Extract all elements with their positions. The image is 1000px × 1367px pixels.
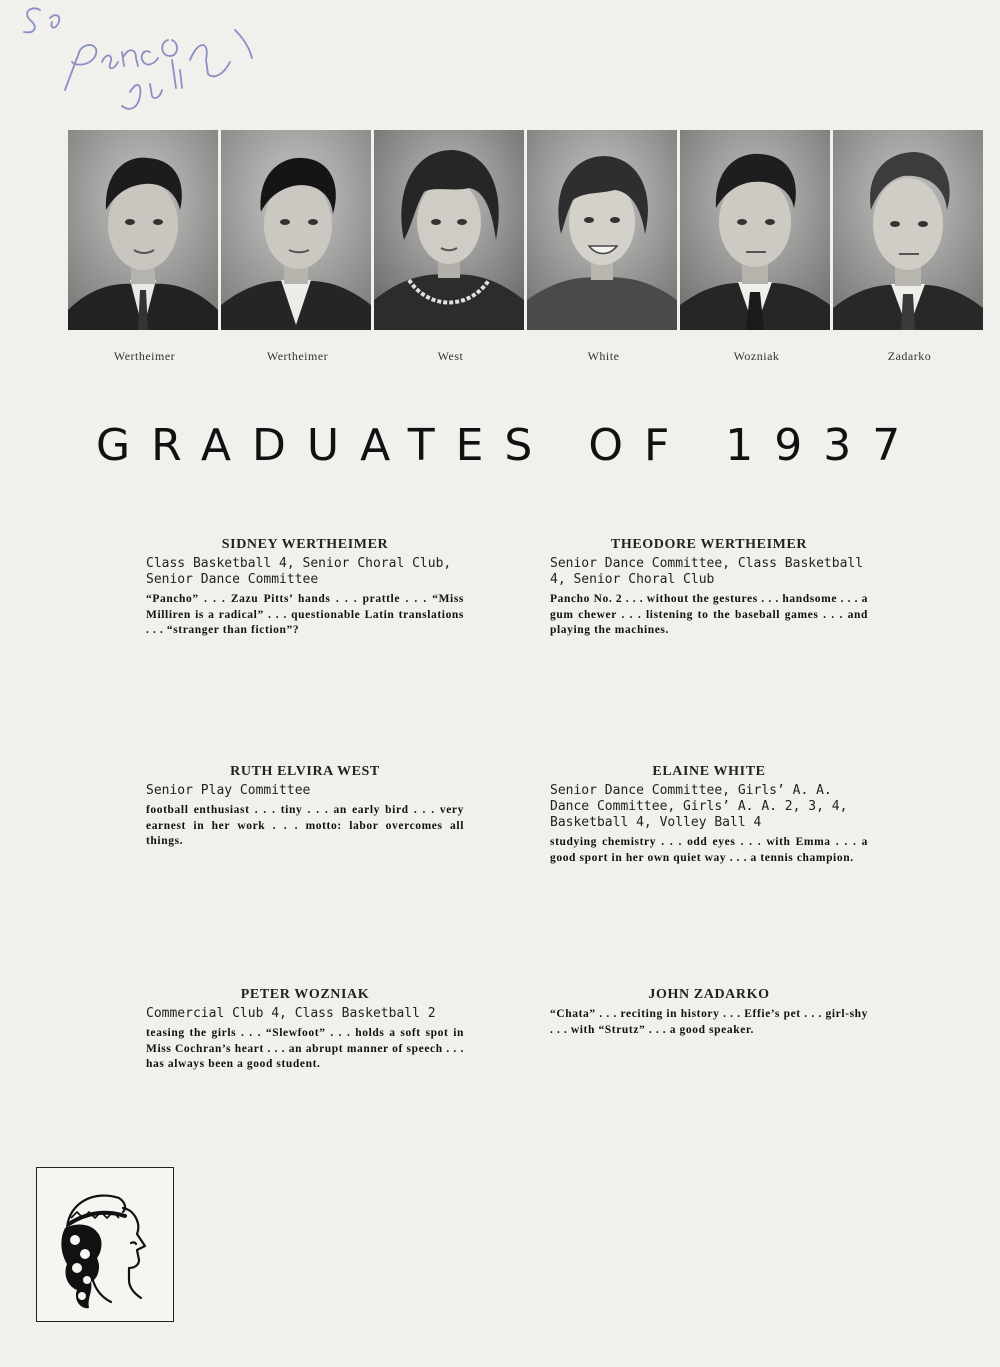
graduate-activities: Senior Play Committee (146, 783, 311, 798)
graduate-entry (550, 764, 868, 866)
page-title: GRADUATES OF 1937 (96, 420, 922, 471)
graduate-name: SIDNEY WERTHEIMER (221, 537, 389, 552)
portrait-photo (68, 130, 218, 330)
handwritten-note (10, 0, 270, 150)
graduate-name: RUTH ELVIRA WEST (230, 764, 380, 779)
graduate-entry (550, 987, 868, 1038)
graduate-name: ELAINE WHITE (652, 764, 766, 779)
classical-profile-emblem (36, 1167, 174, 1322)
graduate-name: THEODORE WERTHEIMER (610, 537, 808, 552)
portrait-photo (374, 130, 524, 330)
graduate-activities: Class Basketball 4, Senior Choral Club, Senior Dance Committee (146, 556, 452, 587)
portrait-photo (833, 130, 983, 330)
graduate-activities: Senior Dance Committee, Girls’ A. A. Dance Committee, Girls’ A. A. 2, 3, 4, Basketball 4, Volley Ball 4 (550, 783, 848, 830)
graduate-entry (146, 764, 464, 850)
portrait-captions (68, 349, 986, 364)
portrait-caption: Wozniak (733, 349, 780, 363)
graduate-activities: Commercial Club 4, Class Basketball 2 (146, 1006, 436, 1021)
graduate-name: JOHN ZADARKO (648, 987, 770, 1002)
portrait-caption: Wertheimer (266, 349, 329, 363)
graduate-description: football enthusiast . . . tiny . . . an early bird . . . very earnest in her work . . . motto: labor overcomes all things. (146, 804, 464, 847)
graduate-entry (146, 537, 464, 639)
graduate-description: “Pancho” . . . Zazu Pitts’ hands . . . prattle . . . “Miss Milliren is a radical” . . . questionable Latin translations . . . “stranger than fiction”? (146, 593, 464, 636)
graduate-description: teasing the girls . . . “Slewfoot” . . . holds a soft spot in Miss Cochran’s heart . . . an abrupt manner of speech . . . has always been a good student. (146, 1027, 464, 1070)
graduate-name: PETER WOZNIAK (240, 987, 370, 1002)
portrait-photo (221, 130, 371, 330)
graduate-entry (146, 987, 464, 1073)
graduate-description: studying chemistry . . . odd eyes . . . with Emma . . . a good sport in her own quiet way . . . a tennis champion. (550, 836, 868, 864)
portrait-photo (527, 130, 677, 330)
portrait-caption: White (587, 349, 620, 363)
portrait-caption: Wertheimer (113, 349, 176, 363)
graduate-description: Pancho No. 2 . . . without the gestures . . . handsome . . . a gum chewer . . . listening to the baseball games . . . and playing the machines. (550, 593, 868, 636)
graduate-activities: Senior Dance Committee, Class Basketball 4, Senior Choral Club (550, 556, 864, 587)
portrait-row (68, 130, 986, 330)
portrait-caption: Zadarko (887, 349, 932, 363)
graduate-description: “Chata” . . . reciting in history . . . Effie’s pet . . . girl-shy . . . with “Strutz” . . . a good speaker. (550, 1008, 868, 1036)
graduate-entry (550, 537, 868, 639)
portrait-caption: West (437, 349, 464, 363)
portrait-photo (680, 130, 830, 330)
